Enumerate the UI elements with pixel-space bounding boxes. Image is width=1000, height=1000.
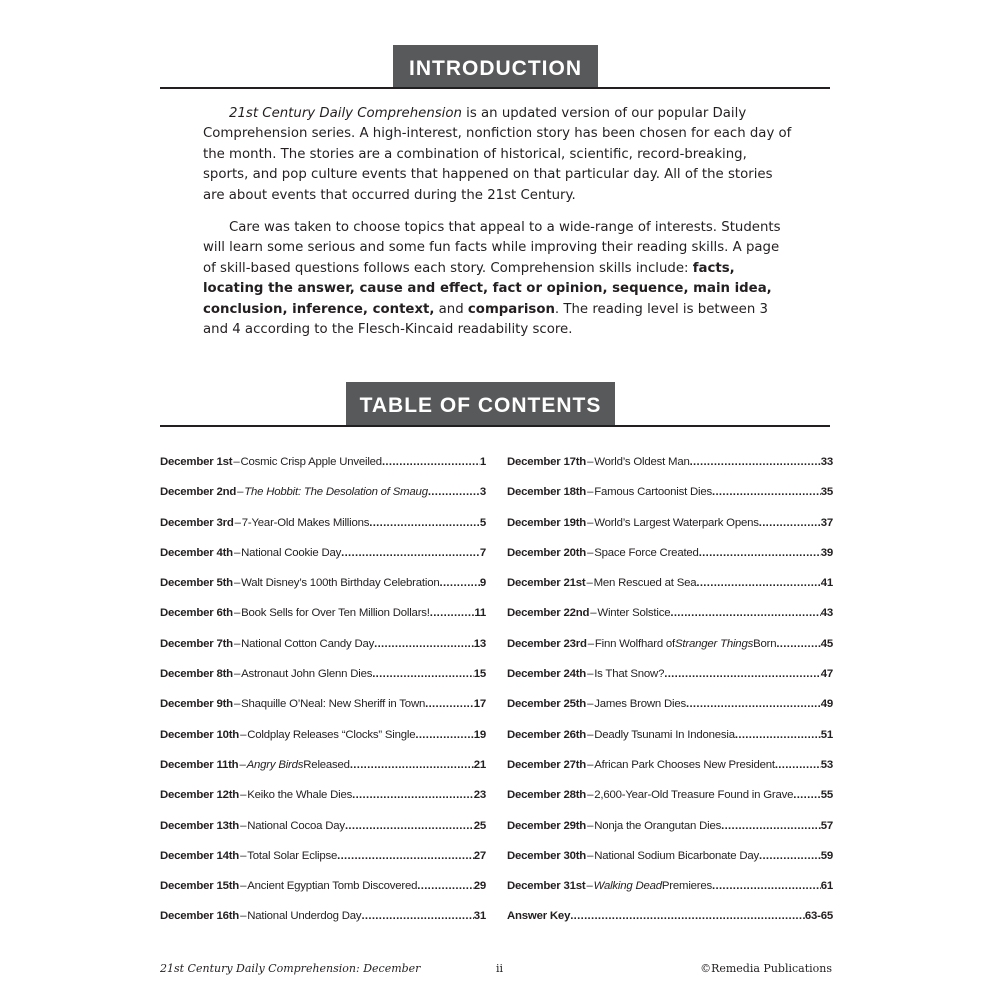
toc-entry-dash: –: [233, 607, 241, 620]
toc-entry-page: 31: [473, 910, 486, 923]
toc-entry-date: December 21st: [507, 577, 586, 590]
toc-entry-title: National Sodium Bicarbonate Day: [594, 849, 759, 862]
toc-entry-date: December 4th: [160, 546, 233, 559]
toc-entry-page: 55: [820, 789, 833, 802]
toc-entry-title: Astronaut John Glenn Dies: [241, 668, 373, 681]
toc-entry-title: Coldplay Releases “Clocks” Single: [247, 728, 416, 741]
toc-entry: [507, 638, 833, 668]
toc-entry-dash: –: [587, 516, 594, 529]
toc-entry-dash: –: [240, 819, 247, 832]
toc-entry-dash: –: [233, 577, 241, 590]
toc-entry-title: National Cookie Day: [241, 546, 342, 559]
toc-entry: [507, 759, 833, 789]
intro-and: and: [434, 301, 468, 317]
toc-entry-title: Finn Wolfhard of: [594, 637, 676, 650]
intro-paragraph-1: [203, 104, 793, 206]
toc-entry: [507, 729, 833, 759]
toc-entry-dash: –: [587, 668, 594, 681]
toc-entry-dash: –: [590, 607, 597, 620]
toc-entry: [160, 759, 486, 789]
toc-entry-page: 7: [479, 546, 486, 559]
toc-entry-title: Winter Solstice: [597, 607, 671, 620]
toc-entry-title: James Brown Dies: [594, 698, 686, 711]
toc-entry-leader-dots: [570, 910, 805, 922]
toc-entry-leader-dots: [699, 547, 821, 559]
toc-entry-page: 57: [820, 819, 833, 832]
introduction-text: [203, 104, 793, 352]
toc-entry-title: Shaquille O’Neal: New Sheriff in Town: [241, 698, 426, 711]
toc-entry-title: World’s Oldest Man: [594, 456, 690, 468]
toc-entry-date: December 18th: [507, 486, 587, 499]
toc-entry-leader-dots: [793, 789, 820, 801]
toc-entry-page: 5: [479, 516, 486, 529]
toc-entry: [507, 607, 833, 637]
toc-entry-date: December 22nd: [507, 607, 590, 620]
toc-entry: [160, 820, 486, 850]
toc-entry-leader-dots: [775, 759, 821, 771]
toc-entry-date: Answer Key: [507, 910, 571, 923]
toc-entry-dash: –: [240, 789, 247, 802]
toc-entry-page: 21: [473, 758, 486, 771]
toc-entry-dash: –: [240, 880, 247, 893]
toc-entry-title-italic: Stranger Things: [675, 637, 754, 650]
toc-entry-dash: –: [240, 849, 247, 862]
toc-entry-dash: –: [587, 849, 594, 862]
toc-entry-title: Deadly Tsunami In Indonesia: [594, 728, 735, 741]
toc-entry: [160, 698, 486, 728]
toc-entry-title: Total Solar Eclipse: [247, 849, 338, 862]
toc-entry-title: Keiko the Whale Dies: [247, 789, 353, 802]
toc-entry-date: December 14th: [160, 849, 240, 862]
toc-entry-leader-dots: [382, 456, 480, 468]
toc-entry-date: December 16th: [160, 910, 240, 923]
toc-entry-dash: –: [237, 486, 244, 499]
toc-entry: [507, 486, 833, 516]
toc-entry-date: December 5th: [160, 577, 233, 590]
toc-entry-leader-dots: [439, 577, 479, 589]
toc-entry-title: African Park Chooses New President: [594, 758, 775, 771]
toc-entry: [160, 577, 486, 607]
toc-entry-title-tail: Born: [753, 637, 777, 650]
toc-entry-page: 37: [820, 516, 833, 529]
toc-entry-leader-dots: [345, 820, 474, 832]
toc-entry-title: Famous Cartoonist Dies: [594, 486, 712, 499]
toc-rule: [160, 425, 830, 427]
toc-entry-leader-dots: [428, 486, 480, 498]
toc-entry: [507, 517, 833, 547]
toc-entry-leader-dots: [350, 759, 474, 771]
toc-entry-date: December 28th: [507, 789, 587, 802]
toc-entry-leader-dots: [776, 638, 820, 650]
toc-entry-leader-dots: [425, 698, 474, 710]
toc-entry-leader-dots: [670, 607, 820, 619]
toc-entry: [507, 820, 833, 850]
book-title: 21st Century Daily Comprehension: [229, 106, 462, 121]
toc-entry-leader-dots: [352, 789, 474, 801]
toc-entry-leader-dots: [690, 456, 821, 468]
toc-entry-title: Space Force Created: [594, 546, 699, 559]
toc-entry-page: 23: [473, 789, 486, 802]
toc-entry-page: 9: [479, 577, 486, 590]
toc-entry-page: 47: [820, 668, 833, 681]
toc-entry-title: National Underdog Day: [247, 910, 362, 923]
toc-entry-leader-dots: [417, 880, 473, 892]
toc-entry: [507, 668, 833, 698]
toc-entry-dash: –: [587, 728, 594, 741]
toc-entry: [160, 638, 486, 668]
toc-entry-leader-dots: [361, 910, 473, 922]
toc-entry-dash: –: [586, 880, 593, 893]
toc-entry-date: December 23rd: [507, 637, 587, 650]
toc-entry-page: 43: [820, 607, 833, 620]
toc-entry-date: December 31st: [507, 880, 586, 893]
toc-entry: [160, 850, 486, 880]
toc-entry-title: Walking Dead: [593, 880, 662, 893]
toc-entry-page: 25: [473, 819, 486, 832]
toc-entry-dash: –: [587, 546, 594, 559]
toc-entry: [507, 910, 833, 940]
toc-entry-title-extra: Premieres: [661, 880, 713, 893]
toc-entry-dash: –: [239, 758, 246, 771]
toc-entry-page: 19: [473, 728, 486, 741]
toc-entry-dash: –: [233, 546, 241, 559]
toc-entry: [160, 547, 486, 577]
skills-list: facts, locating the answer, cause and effect, fact or opinion, sequence, main idea, conclusion, inference, context,: [203, 260, 772, 317]
toc-entry-page: 63-65: [804, 910, 833, 923]
toc-entry-date: December 15th: [160, 880, 240, 893]
footer-book-title: 21st Century Daily Comprehension: December: [160, 962, 421, 975]
toc-entry-date: December 27th: [507, 758, 587, 771]
toc-entry-page: 49: [820, 698, 833, 711]
toc-entry-title: Ancient Egyptian Tomb Discovered: [247, 880, 418, 893]
toc-entry-title: The Hobbit: The Desolation of Smaug: [244, 486, 428, 499]
toc-entry-leader-dots: [341, 547, 480, 559]
toc-entry: [507, 456, 833, 486]
toc-entry-date: December 30th: [507, 849, 587, 862]
toc-entry-title: Book Sells for Over Ten Million Dollars!: [241, 607, 430, 620]
toc-entry-page: 41: [820, 577, 833, 590]
intro-paragraph-2: [203, 218, 793, 340]
toc-entry-leader-dots: [664, 668, 820, 680]
toc-entry-leader-dots: [721, 820, 821, 832]
toc-entry-leader-dots: [415, 729, 473, 741]
intro-paragraph-1-text: is an updated version of our popular Daily Comprehension series. A high-interest, nonfiction story has been chosen for each day of the month. The stories are a combination of historical, scientific, record-breaking, sports, and pop culture events that happened on that particular day. All of the stories are about events that occurred during the 21st Century.: [203, 106, 792, 203]
toc-entry-date: December 13th: [160, 819, 240, 832]
toc-entry-title-extra: Released: [303, 758, 350, 771]
toc-entry: [507, 577, 833, 607]
toc-entry-title: 2,600-Year-Old Treasure Found in Grave: [594, 789, 794, 802]
toc-entry-page: 51: [820, 728, 833, 741]
introduction-heading: INTRODUCTION: [393, 45, 598, 88]
toc-entry-page: 53: [820, 758, 833, 771]
toc-entry-date: December 1st: [160, 456, 233, 468]
toc-entry-title: Walt Disney’s 100th Birthday Celebration: [241, 577, 440, 590]
toc-right-column: [507, 456, 833, 941]
toc-entry-date: December 26th: [507, 728, 587, 741]
toc-entry-leader-dots: [369, 517, 480, 529]
toc-entry: [507, 850, 833, 880]
skill-comparison: comparison: [467, 301, 555, 317]
toc-entry-date: December 7th: [160, 637, 233, 650]
toc-entry-date: December 12th: [160, 789, 240, 802]
toc-entry-page: 59: [820, 849, 833, 862]
toc-entry: [507, 698, 833, 728]
intro-paragraph-2-lead: Care was taken to choose topics that appeal to a wide-range of interests. Students will learn some serious and some fun facts while improving their reading skills. A page of skill-based questions follows each story. Comprehension skills include:: [203, 220, 781, 276]
toc-entry-dash: –: [587, 456, 594, 468]
toc-entry-leader-dots: [759, 850, 821, 862]
toc-entry-dash: –: [234, 516, 241, 529]
toc-entry-date: December 6th: [160, 607, 233, 620]
toc-entry-page: 27: [473, 849, 486, 862]
toc-entry-date: December 24th: [507, 668, 587, 681]
toc-entry-page: 17: [473, 698, 486, 711]
toc-entry-page: 35: [820, 486, 833, 499]
toc-entry-date: December 9th: [160, 698, 233, 711]
toc-entry-date: December 25th: [507, 698, 587, 711]
toc-entry: [160, 910, 486, 940]
intro-paragraph-2-tail: . The reading level is between 3 and 4 according to the Flesch-Kincaid readability score.: [203, 301, 768, 338]
toc-entry-title: 7-Year-Old Makes Millions: [241, 516, 370, 529]
toc-entry-page: 13: [473, 637, 486, 650]
toc-entry: [160, 607, 486, 637]
toc-entry-date: December 17th: [507, 456, 587, 468]
toc-entry: [160, 789, 486, 819]
toc-entry-dash: –: [587, 486, 594, 499]
toc-entry-title: Nonja the Orangutan Dies: [594, 819, 722, 832]
toc-entry-dash: –: [233, 637, 241, 650]
toc-entry-page: 33: [820, 456, 833, 468]
toc-entry-leader-dots: [759, 517, 821, 529]
toc-entry-date: December 10th: [160, 728, 240, 741]
toc-entry-dash: –: [240, 910, 247, 923]
toc-entry-dash: –: [587, 637, 594, 650]
toc-entry-title: National Cotton Candy Day: [241, 637, 375, 650]
toc-entry-date: December 8th: [160, 668, 233, 681]
table-of-contents-heading: TABLE OF CONTENTS: [346, 382, 615, 426]
toc-entry-dash: –: [587, 758, 594, 771]
toc-entry-title: Men Rescued at Sea: [593, 577, 697, 590]
toc-entry-leader-dots: [337, 850, 474, 862]
toc-entry-title: Is That Snow?: [594, 668, 665, 681]
toc-entry-dash: –: [587, 698, 594, 711]
toc-entry-page: 45: [820, 637, 833, 650]
toc-entry: [507, 789, 833, 819]
toc-entry-page: 1: [479, 456, 486, 468]
toc-entry-leader-dots: [712, 486, 821, 498]
toc-entry-leader-dots: [374, 638, 474, 650]
toc-entry: [160, 517, 486, 547]
footer-page-number: ii: [496, 962, 504, 975]
toc-entry-page: 15: [473, 668, 486, 681]
toc-entry-leader-dots: [372, 668, 474, 680]
toc-entry-dash: –: [587, 789, 594, 802]
toc-entry: [507, 880, 833, 910]
toc-entry-title: Cosmic Crisp Apple Unveiled: [240, 456, 382, 468]
toc-entry-dash: –: [240, 728, 247, 741]
toc-entry-title: National Cocoa Day: [247, 819, 345, 832]
toc-entry: [160, 456, 486, 486]
toc-entry: [507, 547, 833, 577]
toc-entry-page: 29: [473, 880, 486, 893]
toc-entry-dash: –: [586, 577, 593, 590]
toc-entry-date: December 20th: [507, 546, 587, 559]
toc-entry-leader-dots: [696, 577, 820, 589]
toc-left-column: [160, 456, 486, 941]
toc-entry-date: December 29th: [507, 819, 587, 832]
toc-entry: [160, 668, 486, 698]
toc-entry: [160, 880, 486, 910]
introduction-rule: [160, 87, 830, 89]
toc-entry-dash: –: [233, 456, 240, 468]
toc-entry-date: December 2nd: [160, 486, 237, 499]
toc-entry-title: Angry Birds: [246, 758, 304, 771]
toc-entry-title: World’s Largest Waterpark Opens: [594, 516, 759, 529]
toc-entry-leader-dots: [686, 698, 821, 710]
toc-entry-page: 39: [820, 546, 833, 559]
toc-entry-date: December 11th: [160, 758, 239, 771]
toc-entry: [160, 486, 486, 516]
toc-entry-dash: –: [233, 698, 241, 711]
toc-entry-page: 11: [474, 607, 486, 620]
toc-entry-date: December 19th: [507, 516, 587, 529]
footer-publisher: ©Remedia Publications: [700, 962, 832, 975]
toc-entry-leader-dots: [430, 607, 475, 619]
toc-entry-leader-dots: [712, 880, 821, 892]
toc-entry-page: 3: [479, 486, 486, 499]
toc-entry-dash: –: [233, 668, 241, 681]
toc-entry-leader-dots: [735, 729, 821, 741]
toc-entry: [160, 729, 486, 759]
toc-entry-page: 61: [820, 880, 833, 893]
toc-entry-dash: –: [587, 819, 594, 832]
toc-entry-date: December 3rd: [160, 516, 234, 529]
